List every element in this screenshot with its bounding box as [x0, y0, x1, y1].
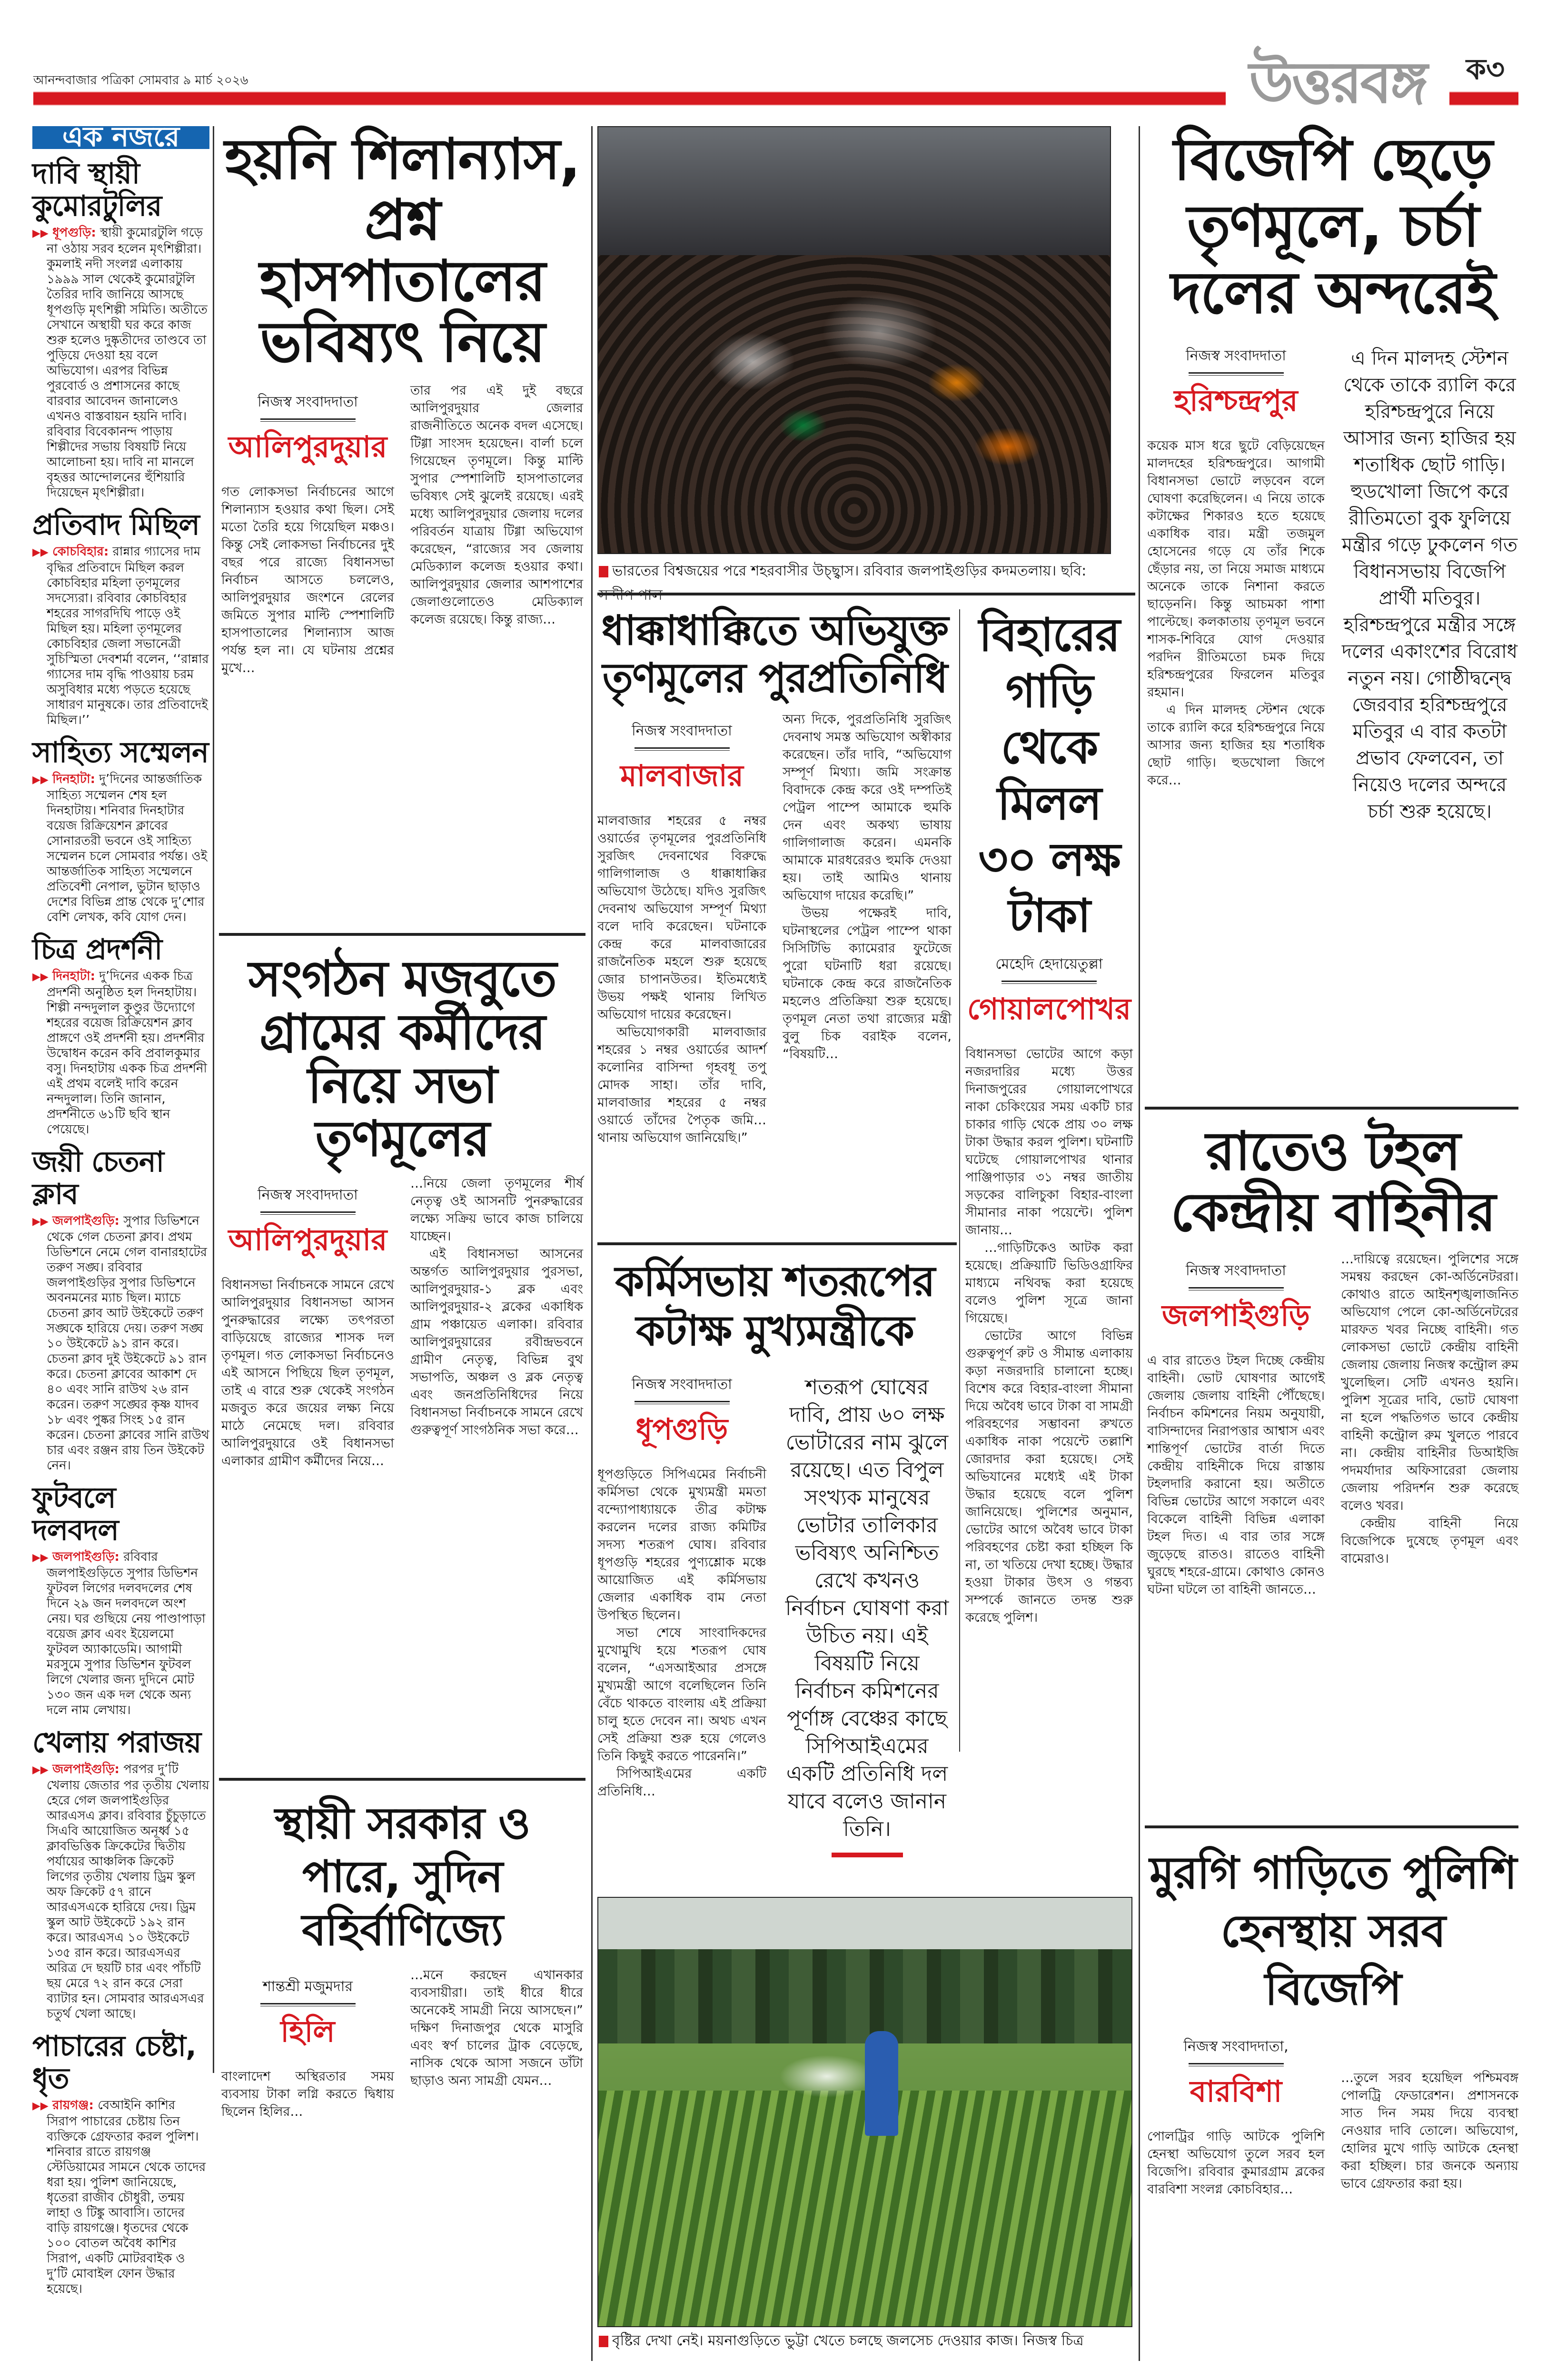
celebration-photo — [597, 126, 1111, 554]
paragraph: মালবাজার শহরের ৫ নম্বর ওয়ার্ডের তৃণমূলের পুরপ্রতিনিধি সুরজিৎ দেবনাথের বিরুদ্ধে গালিগালাজ ও ধাক্কাধাক্কির অভিযোগ উঠেছে। যদিও সুরজিৎ দেবনাথ অভিযোগ সম্পূর্ণ মিথ্যা বলে দাবি করেছেন। ঘটনাকে কেন্দ্র করে মালবাজারের রাজনৈতিক মহলে শুরু হয়েছে জোর চাপানউতর। ইতিমধ্যেই উভয় পক্ষই থানায় লিখিত অভিযোগ দায়ের করেছেন। — [597, 813, 766, 1022]
paragraph: এ দিন মালদহ স্টেশন থেকে তাকে র‍্যালি করে হরিশ্চন্দ্রপুরে নিয়ে আসার জন্য হাজির হয় শতাধিক ছোট গাড়ি। হুডখোলা জিপে করে… — [1147, 703, 1325, 788]
story-body — [597, 1466, 766, 1800]
brief-text — [32, 2098, 209, 2297]
brief-headline: সাহিত্য সম্মেলন — [32, 736, 208, 769]
brief-item — [32, 933, 209, 1137]
story-poultry — [1147, 1844, 1518, 2198]
briefs-list — [32, 158, 209, 2297]
story-body-continued — [1341, 1250, 1518, 1598]
story-body-continued — [1341, 2069, 1518, 2198]
paragraph: অন্য দিকে, পুরপ্রতিনিধি সুরজিৎ দেবনাথ সমস্ত অভিযোগ অস্বীকার করেছেন। তাঁর দাবি, “অভিযোগ সম্পূর্ণ মিথ্যা। জমি সংক্রান্ত বিবাদকে কেন্দ্র করে ওই দম্পতিই পেট্রল পাম্পে আমাকে হুমকি দেন এবং অকথ্য ভাষায় গালিগালাজ করেন। এমনকি আমাকে মারধরেরও হুমকি দেওয়া হয়। তাই আমিও থানায় অভিযোগ দায়ের করেছি।” — [783, 712, 952, 903]
caption-text: ভারতের বিশ্বজয়ের পরে শহরবাসীর উচ্ছ্বাস। রবিবার জলপাইগুড়ির কদমতলায়। ছবি: — [612, 563, 1087, 579]
story-headline: রাতেও টহল কেন্দ্রীয় বাহিনীর — [1170, 1121, 1495, 1243]
brief-body: বেআইনি কাশির সিরাপ পাচারের চেষ্টায় তিন ব্যক্তিকে গ্রেফতার করল পুলিশ। শনিবার রাতে রায়গঞ্জ স্টেডিয়ামের সামনে থেকে তাদের ধরা হয়। পুলিশ জানিয়েছে, ধৃতেরা রাজীব চৌধুরী, তন্ময় লাহা ও টিঙ্কু আবাসি। তাদের বাড়ি রায়গঞ্জে। ধৃতদের থেকে ১০০ বোতল অবৈধ কাশির সিরাপ, একটি মোটরবাইক ও দু’টি মোবাইল ফোন উদ্ধার হয়েছে। — [47, 2098, 206, 2296]
story-dateline-place: ধূপগুড়ি — [635, 1412, 728, 1447]
column-divider — [1139, 126, 1140, 2361]
story-body-continued — [410, 1966, 583, 2121]
brief-body: দু’দিনের আন্তর্জাতিক সাহিত্য সম্মেলন শেষ হল দিনহাটায়। শনিবার দিনহাটার বয়েজ রিক্রিয়েশন ক্লাবের সোনারতরী ভবনে ওই সাহিত্য সম্মেলন চলে সোমবার পর্যন্ত। ওই আন্তর্জাতিক সাহিত্য সম্মেলনে প্রতিবেশী নেপাল, ভুটান ছাড়াও দেশের বিভিন্ন প্রান্ত থেকে দু’শোর বেশি লেখক, কবি যোগ দেন। — [47, 772, 208, 924]
brief-item — [32, 1482, 209, 1718]
story-byline: শান্তশ্রী মজুমদার — [263, 1978, 353, 1995]
brief-body: স্থায়ী কুমোরটুলি গড়ে না ওঠায় সরব হলেন মৃৎশিল্পীরা। কুমলাই নদী সংলগ্ন এলাকায় ১৯৯৯ সাল থেকেই কুমোরটুলি তৈরির দাবি জানিয়ে আসছে ধূপগুড়ি মৃৎশিল্পী সমিতি। অতীতে সেখানে অস্থায়ী ঘর করে কাজ শুরু হলেও দুষ্কৃতীদের তাণ্ডবে তা পুড়িয়ে দেওয়া হয় বলে অভিযোগ। এরপর বিভিন্ন পুরবোর্ড ও প্রশাসনের কাছে বারবার আবেদন জানালেও এখনও বাস্তবায়ন হয়নি দাবি। রবিবার বিবেকানন্দ পাড়ায় শিল্পীদের সভায় বিষয়টি নিয়ে আলোচনা হয়। দাবি না মানলে বৃহত্তর আন্দোলনের হুঁশিয়ারি দিয়েছেন মৃৎশিল্পীরা। — [47, 226, 208, 500]
double-arrow-icon: ▶▶ — [32, 1216, 49, 1228]
story-dateline-place: আলিপুরদুয়ার — [228, 429, 387, 464]
brief-headline: পাচারের চেষ্টা, ধৃত — [32, 2030, 196, 2095]
brief-place: জলপাইগুড়ি: — [52, 1762, 119, 1776]
story-body-continued — [410, 1175, 583, 1470]
brief-body: দু’দিনের একক চিত্র প্রদর্শনী অনুষ্ঠিত হল দিনহাটায়। শিল্পী নন্দদুলাল কুণ্ডুর উদ্যোগে শহরের বয়েজ রিক্রিয়েশন ক্লাব প্রাঙ্গণে ওই প্রদর্শনী হয়। প্রদর্শনীর উদ্বোধন করেন কবি প্রবালকুমার বসু। দিনহাটায় একক চিত্র প্রদর্শনী এই প্রথম বলেই দাবি করেন নন্দদুলাল। তিনি জানান, প্রদর্শনীতে ৬১টি ছবি স্থান পেয়েছে। — [47, 969, 207, 1137]
story-headline: ধাক্কাধাক্কিতে অভিযুক্ত তৃণমূলের পুরপ্রতিনিধি — [601, 607, 948, 702]
paragraph: পোলট্রির গাড়ি আটকে পুলিশি হেনস্থা অভিযোগ তুলে সরব হল বিজেপি। রবিবার কুমারগ্রাম ব্লকের বারবিশা সংলগ্ন কোচবিহার… — [1147, 2129, 1325, 2197]
section-rule — [597, 593, 1135, 595]
double-arrow-icon: ▶▶ — [32, 2100, 49, 2112]
byline-rule — [260, 418, 356, 422]
column-divider — [213, 126, 214, 2073]
story-body — [1147, 1352, 1325, 1598]
brief-place: জলপাইগুড়ি: — [52, 1214, 119, 1228]
brief-item — [32, 1726, 209, 2022]
story-byline: নিজস্ব সংবাদদাতা — [632, 1376, 732, 1393]
brief-place: ধূপগুড়ি: — [52, 226, 96, 240]
story-byline: নিজস্ব সংবাদদাতা — [258, 1187, 358, 1203]
caption-marker-icon — [599, 566, 608, 577]
brief-body: রবিবার জলপাইগুড়িতে সুপার ডিভিশন ফুটবল লিগের দলবদলের শেষ দিনে ২৯ জন দলবদলে অংশ নেয়। ঘর গুছিয়ে নেয় পাণ্ডাপাড়া বয়েজ ক্লাব এবং ইয়েলমো ফুটবল অ্যাকাডেমি। আগামী মরসুমে সুপার ডিভিশন ফুটবল লিগে খেলার জন্য দুদিনে মোট ১৩০ জন এক দল থেকে অন্য দলে নাম লেখায়। — [47, 1550, 206, 1717]
story-bjp-to-tmc — [1147, 126, 1518, 825]
double-arrow-icon: ▶▶ — [32, 1552, 49, 1564]
paragraph: বাংলাদেশ অস্থিরতার সময় ব্যবসায় টাকা লগ্নি করতে দ্বিধায় ছিলেন হিলির… — [221, 2069, 394, 2119]
story-body — [965, 1045, 1133, 1626]
story-body — [221, 1276, 394, 1470]
paragraph: …গাড়িটিকেও আটক করা হয়েছে। প্রক্রিয়াটি ভিডিওগ্রাফির মাধ্যমে নথিবদ্ধ করা হয়েছে বলেও পুলিশ সূত্রে জানা গিয়েছে। — [965, 1240, 1133, 1326]
story-byline: নিজস্ব সংবাদদাতা — [1186, 347, 1286, 364]
briefs-column — [32, 120, 209, 2297]
paragraph: বিধানসভা নির্বাচনকে সামনে রেখে আলিপুরদুয়ার বিধানসভা আসন পুনরুদ্ধারের লক্ষ্যে তৎপরতা বাড়িয়েছে রাজ্যের শাসক দল তৃণমূল। গত লোকসভা নির্বাচনেও এই আসনে পিছিয়ে ছিল তৃণমূল, তাই এ বারে শুরু থেকেই সংগঠন মজবুত করে জয়ের লক্ষ্য নিয়ে মাঠে নেমেছে দল। রবিবার আলিপুরদুয়ারে ওই বিধানসভা এলাকার গ্রামীণ কর্মীদের নিয়ে… — [221, 1278, 394, 1468]
paragraph: তার পর এই দুই বছরে আলিপুরদুয়ার জেলার রাজনীতিতে অনেক বদল এসেছে। টিগ্গা সাংসদ হয়েছেন। বার্লা চলে গিয়েছেন তৃণমূলে। কিন্তু মাল্টি সুপার স্পেশালিটি হাসপাতালের ভবিষ্যৎ সেই ঝুলেই রয়েছে। এরই মধ্যে আলিপুরদুয়ার জেলায় দলের পরিবর্তন যাত্রায় টিগ্গা অভিযোগ করেছেন, “রাজ্যের সব জেলায় মেডিক্যাল কলেজ হওয়ার কথা। আলিপুরদুয়ার জেলার আশপাশের জেলাগুলোতেও মেডিক্যাল কলেজ রয়েছে। কিন্তু রাজ্য… — [410, 383, 583, 627]
story-headline: স্থায়ী সরকার ও পারে, সুদিন বহির্বাণিজ্যে — [275, 1798, 530, 1955]
byline-rule — [1189, 2063, 1284, 2066]
briefs-title: এক নজরে — [32, 126, 209, 149]
story-byline: নিজস্ব সংবাদদাতা — [258, 394, 358, 410]
caption-text: বৃষ্টির দেখা নেই। ময়নাগুড়িতে ভুট্টা খেতে চলছে জলসেচ দেওয়ার কাজ। নিজস্ব চিত্র — [612, 2332, 1084, 2349]
paragraph: …নিয়ে জেলা তৃণমূলের শীর্ষ নেতৃত্ব ওই আসনটি পুনরুদ্ধারের লক্ষ্যে সক্রিয় ভাবে কাজ চালিয়ে যাচ্ছেন। — [410, 1176, 583, 1244]
brief-headline: প্রতিবাদ মিছিল — [32, 508, 199, 542]
double-arrow-icon: ▶▶ — [32, 971, 49, 983]
story-headline: মুরগি গাড়িতে পুলিশি হেনস্থায় সরব বিজেপি — [1149, 1847, 1517, 2015]
story-bihar-cash — [965, 607, 1133, 1626]
story-byline: মেহেদি হেদায়েতুল্লা — [995, 956, 1103, 972]
story-dateline-place: গোয়ালপোখর — [967, 992, 1131, 1026]
double-arrow-icon: ▶▶ — [32, 546, 49, 558]
double-arrow-icon: ▶▶ — [32, 1764, 49, 1776]
story-body-continued — [783, 711, 952, 1147]
story-malbazar — [597, 607, 952, 1147]
section-logo: উত্তরবঙ্গ — [1226, 44, 1449, 122]
section-rule — [219, 1778, 585, 1781]
caption-marker-icon — [599, 2336, 608, 2347]
brief-item — [32, 509, 209, 728]
story-dateline-place: জলপাইগুড়ি — [1162, 1298, 1310, 1333]
pull-quote-rule — [832, 1853, 903, 1857]
paragraph: সিপিআইএমের একটি প্রতিনিধি… — [597, 1766, 766, 1799]
story-headline: কর্মিসভায় শতরূপের কটাক্ষ মুখ্যমন্ত্রীকে — [615, 1257, 934, 1355]
paragraph: এই বিধানসভা আসনের অন্তর্গত আলিপুরদুয়ার পুরসভা, আলিপুরদুয়ার-১ ব্লক এবং আলিপুরদুয়ার-২ ব্লকের একাধিক গ্রাম পঞ্চায়েত এলাকা। রবিবার আলিপুরদুয়ারের রবীন্দ্রভবনে গ্রামীণ নেতৃত্ব, বিভিন্ন বুথ সভাপতি, অঞ্চল ও ব্লক নেতৃত্ব এবং জনপ্রতিনিধিদের নিয়ে বিধানসভা নির্বাচনকে সামনে রেখে গুরুত্বপূর্ণ সাংগঠনিক সভা করে… — [410, 1247, 583, 1438]
brief-headline: জয়ী চেতনা ক্লাব — [32, 1145, 164, 1211]
paragraph: কেন্দ্রীয় বাহিনী নিয়ে বিজেপিকে দুষেছে তৃণমূল এবং বামেরাও। — [1341, 1516, 1518, 1566]
story-dateline-place: হরিশ্চন্দ্রপুর — [1174, 383, 1298, 418]
paragraph: অভিযোগকারী মালবাজার শহরের ১ নম্বর ওয়ার্ডের আদর্শ কলোনির বাসিন্দা গৃহবধূ তপু মোদক সাহা। তাঁর দাবি, মালবাজার শহরের ৫ নম্বর ওয়ার্ডে তাঁদের পৈতৃক জমি… থানায় অভিযোগ জানিয়েছি।” — [597, 1025, 766, 1145]
story-headline: সংগঠন মজবুতে গ্রামের কর্মীদের নিয়ে সভা তৃণমূলের — [248, 950, 556, 1168]
story-night-patrol — [1147, 1121, 1518, 1598]
paragraph: সভা শেষে সাংবাদিকদের মুখোমুখি হয়ে শতরূপ ঘোষ বলেন, “এসআইআর প্রসঙ্গে মুখ্যমন্ত্রী আগে বলেছিলেন তিনি বেঁচে থাকতে বাংলায় এই প্রক্রিয়া চালু হতে দেবেন না। অথচ এখন সেই প্রক্রিয়া শুরু হয়ে গেলেও তিনি কিছুই করতে পারেননি।” — [597, 1626, 766, 1764]
brief-headline: খেলায় পরাজয় — [32, 1726, 201, 1759]
byline-rule — [635, 1401, 730, 1404]
column-divider — [959, 609, 960, 1752]
byline-rule — [1189, 372, 1284, 376]
byline-rule — [260, 2003, 356, 2006]
brief-item — [32, 1146, 209, 1473]
irrigation-photo — [597, 1897, 1132, 2327]
byline-rule — [635, 747, 730, 751]
story-headline: বিজেপি ছেড়ে তৃণমূলে, চর্চা দলের অন্দরেই — [1170, 126, 1495, 327]
page-number: ক৩ — [1466, 53, 1505, 86]
brief-body: পরপর দু’টি খেলায় জেতার পর তৃতীয় খেলায় হেরে গেল জলপাইগুড়ির আরএসএ ক্লাব। রবিবার চুঁচুড়াতে সিএবি আয়োজিত অনূর্ধ্ব ১৫ ক্লাবভিত্তিক ক্রিকেটের দ্বিতীয় পর্যায়ের আঞ্চলিক ক্রিকেট লিগের তৃতীয় খেলায় ড্রিম স্কুল অফ ক্রিকেট ৫৭ রানে আরএসএকে হারিয়ে দেয়। ড্রিম স্কুল আট উইকেটে ১৯২ রান করে। আরএসএ ১০ উইকেটে ১৩৫ রান করে। আরএসএর অরিত্র দে ছয়টি চার এবং পাঁচটি ছয় মেরে ৭২ রান করে সেরা ব্যাটার হন। সোমবার আরএসএর চতুর্থ খেলা আছে। — [47, 1762, 209, 2021]
story-headline: হয়নি শিলান্যাস, প্রশ্ন হাসপাতালের ভবিষ্যৎ নিয়ে — [224, 126, 580, 375]
brief-text — [32, 1762, 209, 2022]
photo-caption — [599, 559, 1108, 608]
story-hospital — [221, 126, 583, 677]
paragraph: উভয় পক্ষেরই দাবি, ঘটনাস্থলের পেট্রল পাম্পে থাকা সিসিটিভি ক্যামেরার ফুটেজে পুরো ঘটনাটি ধরা রয়েছে। ঘটনাকে কেন্দ্র করে রাজনৈতিক মহলেও প্রতিক্রিয়া শুরু হয়েছে। তৃণমূল নেতা তথা রাজ্যের মন্ত্রী বুলু চিক বরাইক বলেন, “বিষয়টি… — [783, 906, 952, 1061]
paper-dateline: আনন্দবাজার পত্রিকা সোমবার ৯ মার্চ ২০২৬ — [33, 73, 248, 88]
brief-text — [32, 544, 209, 728]
double-arrow-icon: ▶▶ — [32, 774, 49, 786]
paragraph: ভোটের আগে বিভিন্ন গুরুত্বপূর্ণ রুট ও সীমান্ত এলাকায় কড়া নজরদারি চালানো হচ্ছে। বিশেষ করে বিহার-বাংলা সীমানা দিয়ে অবৈধ ভাবে টাকা বা সামগ্রী পরিবহণের সম্ভাবনা রুখতে একাধিক নাকা পয়েন্টে তল্লাশি জোরদার করা হয়েছে। সেই অভিযানের মধ্যেই এই টাকা উদ্ধার হয়েছে বলে পুলিশ জানিয়েছে। পুলিশের অনুমান, ভোটের আগে অবৈধ ভাবে টাকা পরিবহণের চেষ্টা করা হচ্ছিল কি না, তা খতিয়ে দেখা হচ্ছে। উদ্ধার হওয়া টাকার উৎস ও গন্তব্য সম্পর্কে জানতে তদন্ত শুরু করেছে পুলিশ। — [965, 1329, 1133, 1625]
byline-rule — [1002, 981, 1097, 984]
section-rule — [597, 1242, 957, 1245]
paragraph: …মনে করছেন এখানকার ব্যবসায়ীরা। তাই ধীরে ধীরে অনেকেই সামগ্রী নিয়ে আসছেন।” দক্ষিণ দিনাজপুর থেকে মাসুরি এবং স্বর্ণ চালের ট্রাক বেড়েছে, নাসিক থেকে আসা সজনে ডাঁটা ছাড়াও অন্য সামগ্রী যেমন… — [410, 1968, 583, 2088]
story-body — [1147, 437, 1325, 789]
story-body — [221, 483, 394, 677]
story-organisation — [221, 952, 583, 1470]
story-hili — [221, 1797, 583, 2121]
brief-headline: ফুটবলে দলবদল — [32, 1481, 119, 1547]
paragraph: গত লোকসভা নির্বাচনের আগে শিলান্যাস হওয়ার কথা ছিল। সেই মতো তৈরি হয়ে গিয়েছিল মঞ্চও। কিন্তু সেই লোকসভা নির্বাচনের দুই বছর পরে রাজ্যে বিধানসভা নির্বাচন আসতে চললেও, আলিপুরদুয়ার জংশনে রেলের জমিতে সুপার মাল্টি স্পেশালিটি হাসপাতালের শিলান্যাস আজ পর্যন্ত হল না। যে ঘটনায় প্রশ্নের মুখে… — [221, 485, 394, 675]
story-dateline-place: বারবিশা — [1190, 2074, 1282, 2109]
brief-place: দিনহাটা: — [52, 969, 96, 983]
brief-place: রায়গঞ্জ: — [52, 2098, 94, 2112]
brief-item — [32, 158, 209, 500]
brief-item — [32, 2030, 209, 2297]
story-body — [221, 2068, 394, 2121]
story-byline: নিজস্ব সংবাদদাতা — [632, 723, 732, 739]
pull-quote: এ দিন মালদহ স্টেশন থেকে তাকে র‍্যালি করে হরিশ্চন্দ্রপুরে নিয়ে আসার জন্য হাজির হয় শতাধিক ছোট গাড়ি। হুডখোলা জিপে করে রীতিমতো বুক ফুলিয়ে মন্ত্রীর গড়ে ঢুকলেন গত বিধানসভায় বিজেপি প্রার্থী মতিবুর। হরিশ্চন্দ্রপুরে মন্ত্রীর সঙ্গে দলের একাংশের বিরোধ নতুন নয়। গোষ্ঠীদ্বন্দ্বে জেরবার হরিশ্চন্দ্রপুরে মতিবুর এ বার কতটা প্রভাব ফেলবেন, তা নিয়েও দলের অন্দরে চর্চা শুরু হয়েছে। — [1341, 347, 1518, 823]
paragraph: বিধানসভা ভোটের আগে কড়া নজরদারির মধ্যে উত্তর দিনাজপুরের গোয়ালপোখরে নাকা চেকিংয়ের সময় একটি চার চাকার গাড়ি থেকে প্রায় ৩০ লক্ষ টাকা উদ্ধার করল পুলিশ। ঘটনাটি ঘটেছে গোয়ালপোখর থানার পাঞ্জিপাড়ার ৩১ নম্বর জাতীয় সড়কের বালিচুকা বিহার-বাংলা সীমানার নাকা পয়েন্টে। পুলিশ জানায়… — [965, 1047, 1133, 1238]
story-headline: বিহারের গাড়ি থেকে মিলল ৩০ লক্ষ টাকা — [978, 608, 1120, 942]
paragraph: এ বার রাতেও টহল দিচ্ছে কেন্দ্রীয় বাহিনী। ভোট ঘোষণার আগেই জেলায় জেলায় বাহিনী পৌঁছেছে। নির্বাচন কমিশনের নিয়ম অনুযায়ী, বাসিন্দাদের নিরাপত্তার আশ্বাস এবং শান্তিপূর্ণ ভোটের বার্তা দিতে কেন্দ্রীয় বাহিনীকে দিয়ে রাস্তায় টহলদারি করানো হয়। অতীতে বিভিন্ন ভোটের আগে সকালে এবং বিকেলে বাহিনী বিভিন্ন এলাকা টহল দিত। এ বার তার সঙ্গে জুড়েছে রাতও। রাতেও বাহিনী ঘুরছে শহরে-গ্রামে। কোথাও কোনও ঘটনা ঘটলে তা বাহিনী জানতে… — [1147, 1353, 1325, 1597]
brief-text — [32, 1213, 209, 1473]
brief-place: জলপাইগুড়ি: — [52, 1550, 119, 1564]
section-rule — [1145, 1107, 1518, 1110]
story-dateline-place: আলিপুরদুয়ার — [228, 1222, 387, 1257]
brief-item — [32, 736, 209, 925]
brief-headline: দাবি স্থায়ী কুমোরটুলির — [32, 157, 162, 223]
column-divider — [591, 126, 593, 2361]
brief-headline: চিত্র প্রদর্শনী — [32, 933, 162, 966]
byline-rule — [1189, 1287, 1284, 1290]
section-rule — [1145, 1825, 1518, 1828]
brief-text — [32, 969, 209, 1137]
story-byline: নিজস্ব সংবাদদাতা, — [1183, 2038, 1289, 2055]
brief-text — [32, 225, 209, 500]
byline-rule — [260, 1211, 356, 1215]
paragraph: …তুলে সরব হয়েছিল পশ্চিমবঙ্গ পোলট্রি ফেডারেশন। প্রশাসনকে সাত দিন সময় দিয়ে ব্যবস্থা নেওয়ার দাবি তোলে। অভিযোগ, হোলির মুখে গাড়ি আটকে হেনস্থা করা হচ্ছিল। চার জনকে অন্যায় ভাবে গ্রেফতার করা হয়। — [1341, 2071, 1518, 2191]
story-byline: নিজস্ব সংবাদদাতা — [1186, 1262, 1286, 1279]
pull-quote: শতরূপ ঘোষের দাবি, প্রায় ৬০ লক্ষ ভোটারের নাম ঝুলে রয়েছে। এত বিপুল সংখ্যক মানুষের ভোটার তালিকার ভবিষ্যৎ অনিশ্চিত রেখে কখনও নির্বাচন ঘোষণা করা উচিত নয়। এই বিষয়টি নিয়ে নির্বাচন কমিশনের পূর্ণাঙ্গ বেঞ্চের কাছে সিপিআইএমের একটি প্রতিনিধি দল যাবে বলেও জানান তিনি। — [785, 1375, 949, 1841]
story-dateline-place: হিলি — [280, 2014, 335, 2049]
paragraph: ধূপগুড়িতে সিপিএমের নির্বাচনী কর্মিসভা থেকে মুখ্যমন্ত্রী মমতা বন্দ্যোপাধ্যায়কে তীব্র কটাক্ষ করলেন দলের রাজ্য কমিটির সদস্য শতরূপ ঘোষ। রবিবার ধূপগুড়ি শহরের পুণ্যশ্লোক মঞ্চে আয়োজিত এই কর্মিসভায় জেলার একাধিক বাম নেতা উপস্থিত ছিলেন। — [597, 1467, 766, 1623]
brief-text — [32, 772, 209, 925]
story-dateline-place: মালবাজার — [620, 758, 744, 793]
brief-place: কোচবিহার: — [52, 545, 109, 559]
photo-caption — [599, 2329, 1132, 2353]
double-arrow-icon: ▶▶ — [32, 228, 49, 239]
brief-body: রান্নার গ্যাসের দাম বৃদ্ধির প্রতিবাদে মিছিল করল কোচবিহার মহিলা তৃণমূলের সদস্যেরা। রবিবার কোচবিহার শহরের সাগরদিঘি পাড়ে ওই মিছিল হয়। মহিলা তৃণমূলের কোচবিহার জেলা সভানেত্রী সুচিস্মিতা দেবশর্মা বলেন, ‘‘রান্নার গ্যাসের দাম বৃদ্ধি পাওয়ায় চরম অসুবিধার মধ্যে পড়তে হয়েছে সাধারণ মানুষকে। তার প্রতিবাদেই মিছিল।’’ — [47, 545, 209, 727]
brief-place: দিনহাটা: — [52, 772, 96, 786]
paragraph: …দায়িত্বে রয়েছেন। পুলিশের সঙ্গে সমন্বয় করছেন কো-অর্ডিনেটররা। কোথাও রাতে আইনশৃঙ্খলাজনিত অভিযোগ পেলে কো-অর্ডিনেটরের মারফত খবর নিচ্ছে বাহিনী। গত লোকসভা ভোটে কেন্দ্রীয় বাহিনী জেলায় জেলায় নিজস্ব কন্ট্রোল রুম খুলেছিল। সেটি এখনও হয়নি। পুলিশ সূত্রের দাবি, ভোট ঘোষণা না হলে পদ্ধতিগত ভাবে কেন্দ্রীয় বাহিনী কন্ট্রোল রুম খুলতে পারবে না। কেন্দ্রীয় বাহিনীর ডিআইজি পদমর্যাদার অফিসারেরা জেলায় জেলায় পরিদর্শন শুরু করেছে বলেও খবর। — [1341, 1252, 1518, 1513]
section-rule — [219, 933, 585, 936]
story-body-continued — [410, 382, 583, 677]
brief-body: সুপার ডিভিশনে থেকে গেল চেতনা ক্লাব। প্রথম ডিভিশনে নেমে গেল বানারহাটের তরুণ সঙ্ঘ। রবিবার জলপাইগুড়ির সুপার ডিভিশনে অবনমনের ম্যাচ ছিল। ম্যাচে চেতনা ক্লাব আট উইকেটে তরুণ সঙ্ঘকে হারিয়ে দেয়। তরুণ সঙ্ঘ ১০ উইকেটে ৯১ রান করে। চেতনা ক্লাব দুই উইকেটে ৯১ রান করে। চেতনা ক্লাবের আকাশ দে ৪০ এবং সানি রাউথ ২৬ রান করেন। তরুণ সঙ্ঘের কৃষ্ণ যাদব ১৮ এবং পুষ্কর সিংহ ১৫ রান করেন। চেতনা ক্লাবের সানি রাউথ চার এবং রঞ্জন রায় তিন উইকেট নেন। — [47, 1214, 209, 1473]
story-body — [597, 812, 766, 1147]
story-body — [1147, 2128, 1325, 2198]
paragraph: কয়েক মাস ধরে ছুটে বেড়িয়েছেন মালদহের হরিশ্চন্দ্রপুরে। আগামী বিধানসভা ভোটে লড়বেন বলে ঘোষণা করেছিলেন। এ নিয়ে তাকে কটাক্ষের শিকারও হতে হয়েছে একাধিক বার। মন্ত্রী তজমুল হোসেনের গড়ে যে তাঁর শিকে ছেঁড়ার নয়, তা নিয়ে সমাজ মাধ্যমে অনেকে তাকে নিশানা করতে ছাড়েননি। কিন্তু আচমকা পাশা পাল্টেছে। কলকাতায় তৃণমূল ভবনে শাসক-শিবিরে যোগ দেওয়ার পরদিন রীতিমতো চমক দিয়ে হরিশ্চন্দ্রপুরের ফিরলেন মতিবুর রহমান। — [1147, 438, 1325, 700]
story-workers-meet — [597, 1257, 952, 1857]
brief-text — [32, 1549, 209, 1718]
